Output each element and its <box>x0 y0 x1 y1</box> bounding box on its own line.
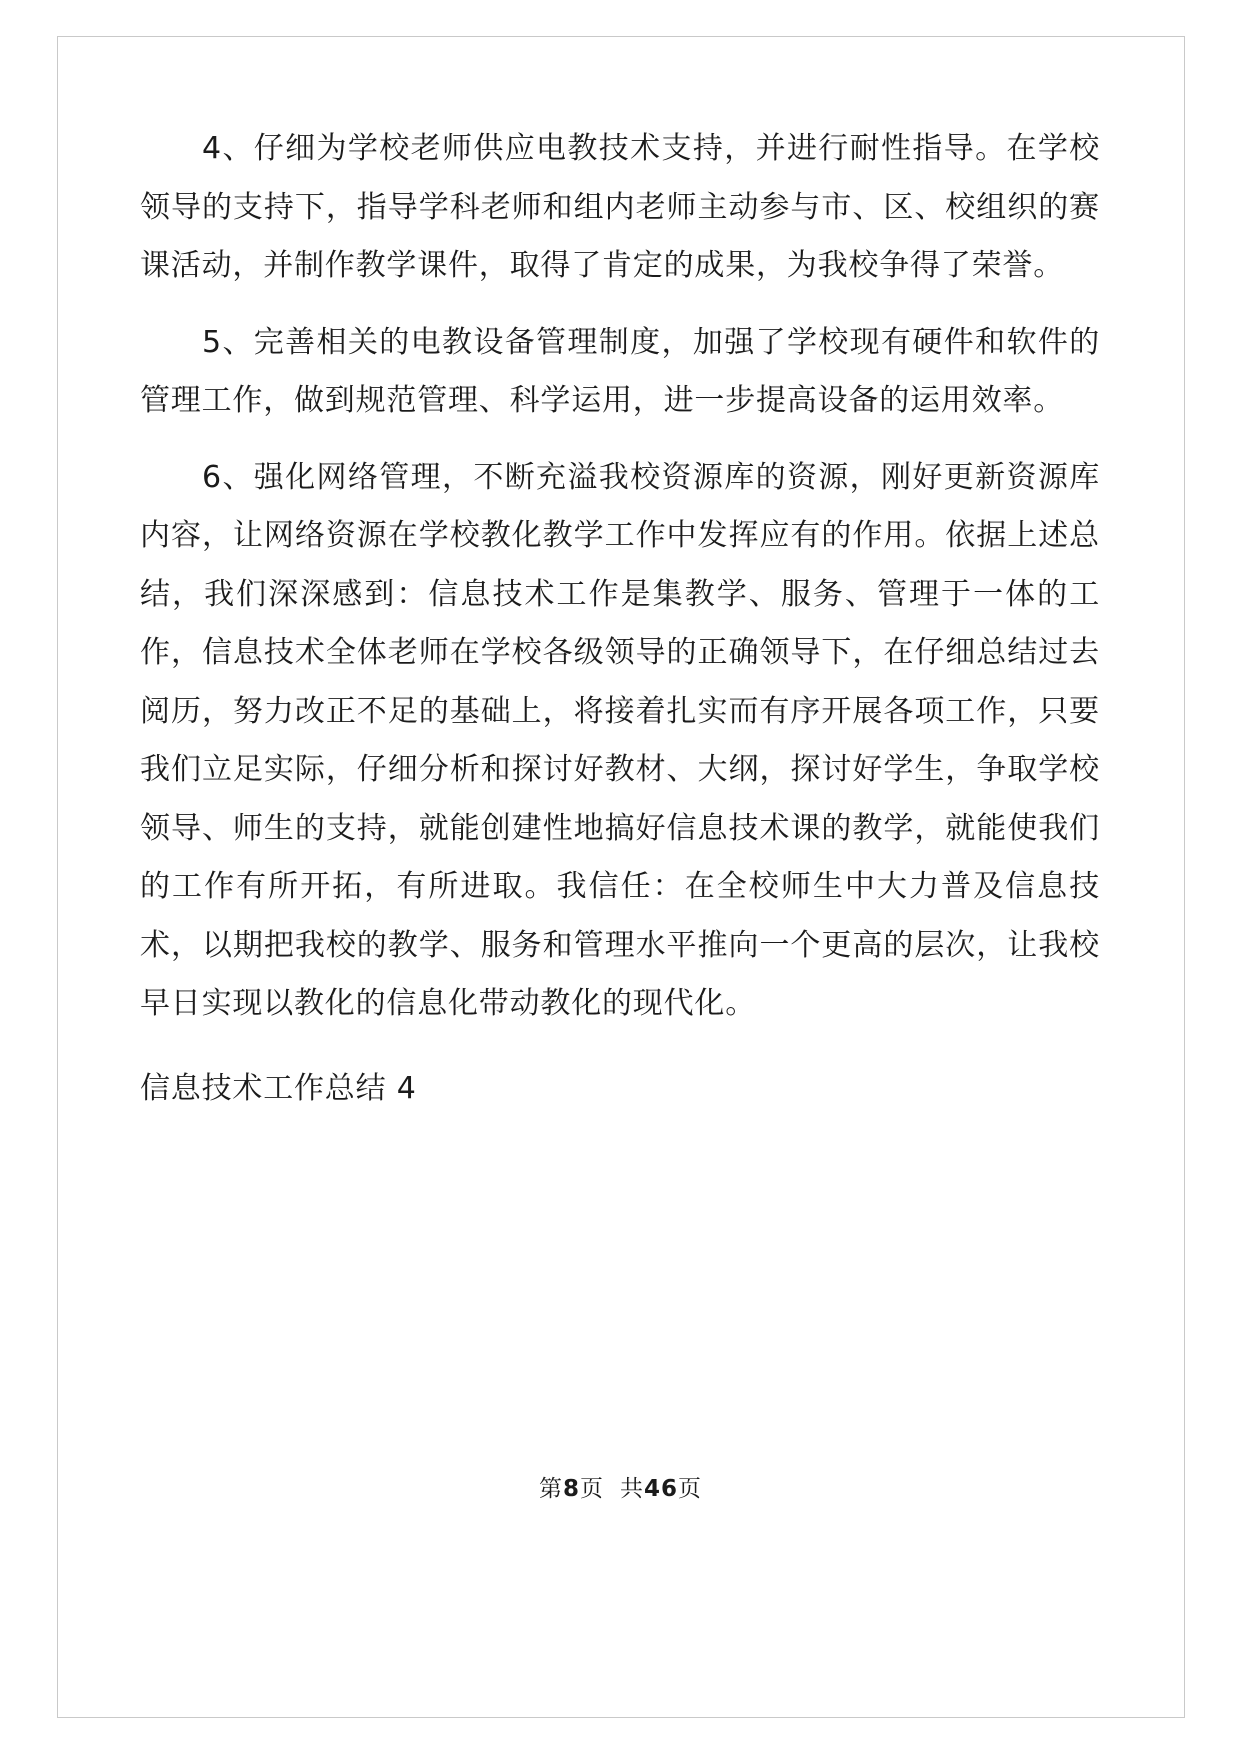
footer-total-prefix: 共 <box>620 1476 644 1502</box>
section-heading: 信息技术工作总结 4 <box>140 1070 417 1106</box>
footer-page-prefix: 第 <box>538 1476 563 1502</box>
footer-total-suffix: 页 <box>678 1476 703 1502</box>
page-footer <box>0 1470 1241 1503</box>
paragraph-item-5: 5、完善相关的电教设备管理制度，加强了学校现有硬件和软件的管理工作，做到规范管理、科学运用，进一步提高设备的运用效率。 <box>140 324 1100 418</box>
footer-page-number: 8 <box>562 1476 580 1502</box>
paragraph-item-6: 6、强化网络管理，不断充溢我校资源库的资源，刚好更新资源库内容，让网络资源在学校教化教学工作中发挥应有的作用。依据上述总结，我们深深感到：信息技术工作是集教学、服务、管理于一体的工作，信息技术全体老师在学校各级领导的正确领导下，在仔细总结过去阅历，努力改正不足的基础上，将接着扎实而有序开展各项工作，只要我们立足实际，仔细分析和探讨好教材、大纲，探讨好学生，争取学校领导、师生的支持，就能创建性地搞好信息技术课的教学，就能使我们的工作有所开拓，有所进取。我信任：在全校师生中大力普及信息技术，以期把我校的教学、服务和管理水平推向一个更高的层次，让我校早日实现以教化的信息化带动教化的现代化。 <box>140 459 1100 1021</box>
paragraph-item-4: 4、仔细为学校老师供应电教技术支持，并进行耐性指导。在学校领导的支持下，指导学科老师和组内老师主动参与市、区、校组织的赛课活动，并制作教学课件，取得了肯定的成果，为我校争得了荣誉。 <box>140 131 1100 283</box>
page-content <box>140 120 1100 1118</box>
footer-total-pages: 46 <box>644 1476 679 1502</box>
footer-page-suffix: 页 <box>580 1476 604 1502</box>
